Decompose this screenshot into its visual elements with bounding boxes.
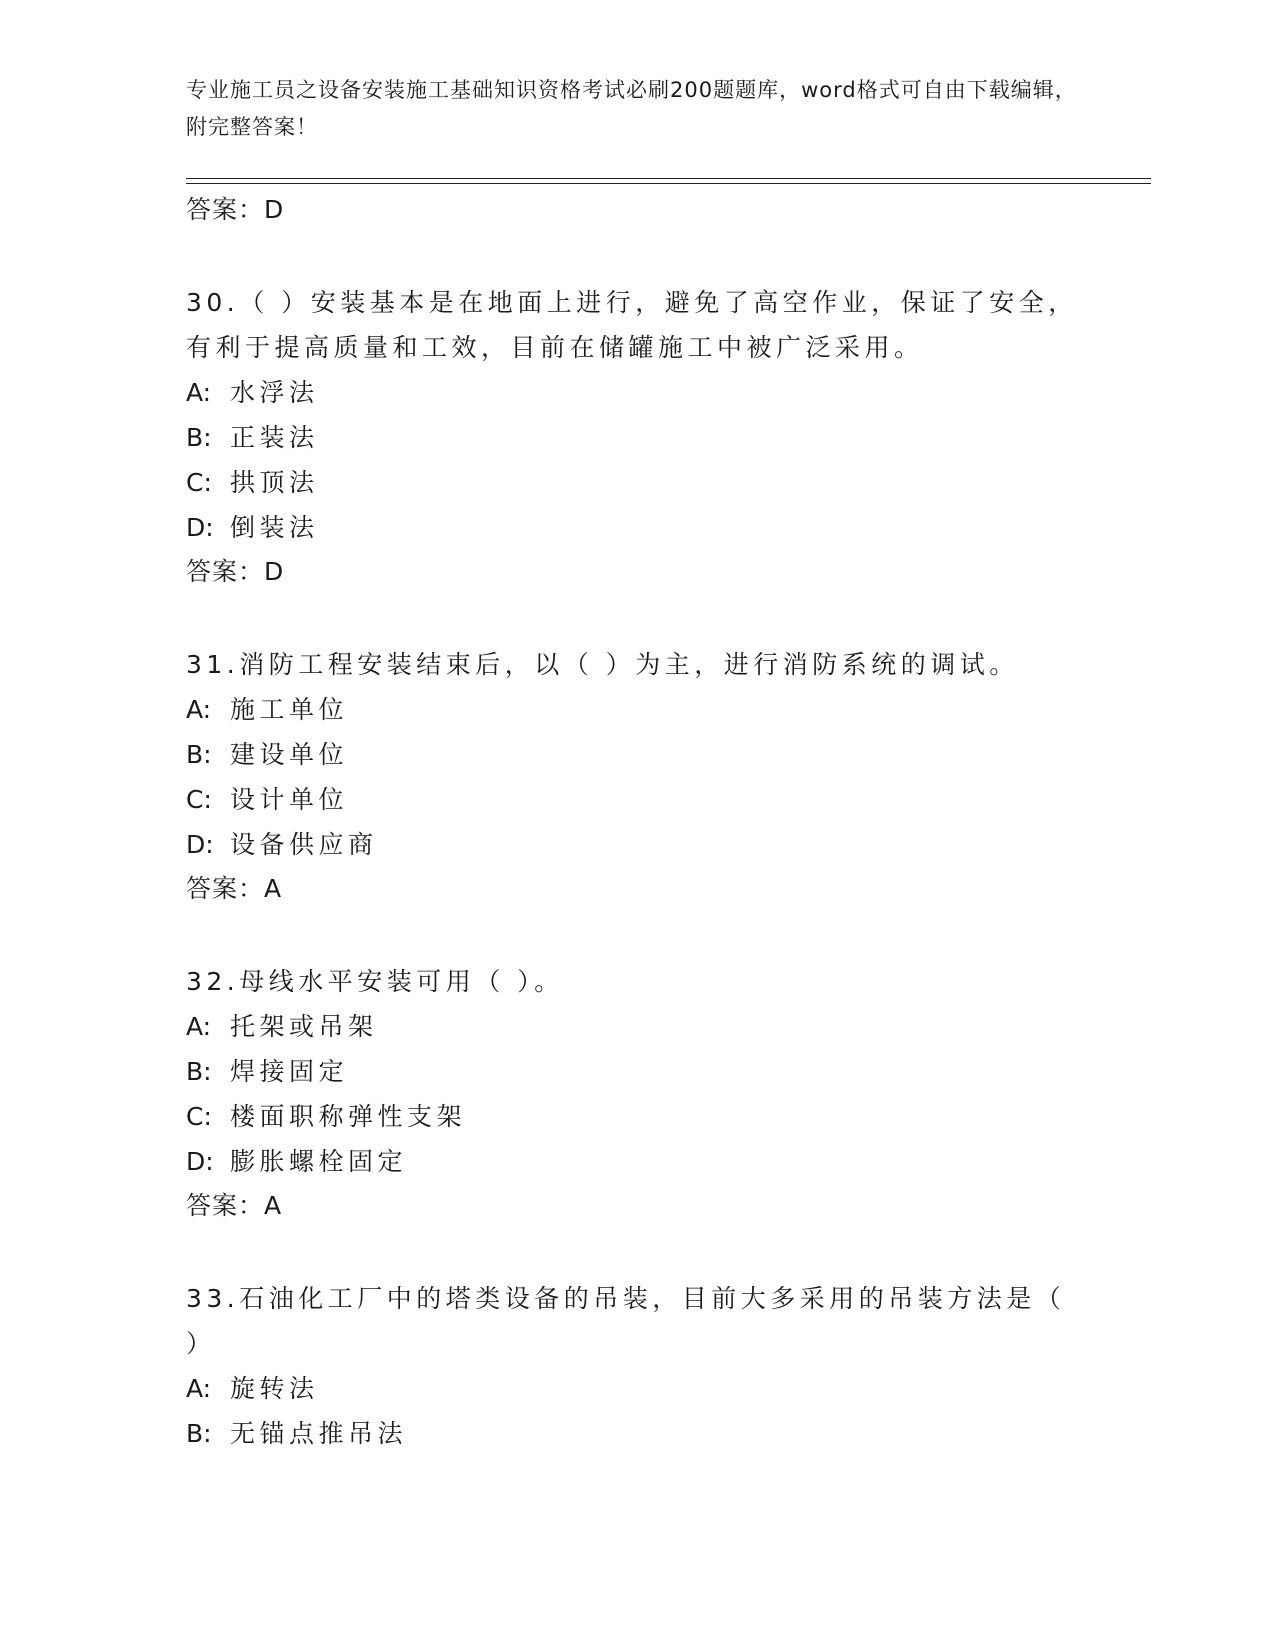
option-key: B:	[186, 423, 212, 452]
question-stem: 33.石油化工厂中的塔类设备的吊装，目前大多采用的吊装方法是（ ）	[186, 1284, 1066, 1358]
option-text: 建设单位	[230, 740, 349, 769]
option-text: 托架或吊架	[230, 1012, 378, 1041]
option-text: 施工单位	[230, 695, 349, 724]
option-key: D:	[186, 830, 214, 859]
option-key: B:	[186, 1057, 212, 1086]
answer-line: 答案：A	[186, 874, 283, 903]
question-30	[186, 280, 1086, 594]
option-a	[186, 687, 1086, 732]
option-key: B:	[186, 740, 212, 769]
option-text: 楼面职称弹性支架	[230, 1102, 467, 1131]
option-a	[186, 1366, 1086, 1411]
option-a	[186, 370, 1086, 415]
page-header: 专业施工员之设备安装施工基础知识资格考试必刷200题题库，word格式可自由下载编辑，附完整答案！	[186, 78, 1077, 139]
question-stem: 31.消防工程安装结束后，以（ ）为主，进行消防系统的调试。	[186, 650, 1019, 679]
option-text: 焊接固定	[230, 1057, 349, 1086]
option-text: 拱顶法	[230, 468, 319, 497]
option-d	[186, 1139, 1086, 1184]
answer-line: 答案：D	[186, 195, 285, 224]
option-b	[186, 1049, 1086, 1094]
option-c	[186, 460, 1086, 505]
question-31	[186, 642, 1086, 911]
option-key: B:	[186, 1419, 212, 1448]
option-a	[186, 1004, 1086, 1049]
question-32	[186, 959, 1086, 1228]
option-b	[186, 415, 1086, 460]
option-text: 水浮法	[230, 378, 319, 407]
option-text: 设计单位	[230, 785, 349, 814]
answer-line: 答案：A	[186, 1191, 283, 1220]
option-key: A:	[186, 378, 212, 407]
question-33	[186, 1276, 1086, 1456]
answer-line: 答案：D	[186, 557, 285, 586]
option-key: D:	[186, 513, 214, 542]
option-key: A:	[186, 1374, 212, 1403]
option-text: 无锚点推吊法	[230, 1419, 408, 1448]
option-c	[186, 777, 1086, 822]
question-list	[186, 188, 1086, 1456]
option-text: 旋转法	[230, 1374, 319, 1403]
option-text: 膨胀螺栓固定	[230, 1147, 408, 1176]
option-key: D:	[186, 1147, 214, 1176]
option-key: C:	[186, 468, 212, 497]
option-c	[186, 1094, 1086, 1139]
option-text: 倒装法	[230, 513, 319, 542]
question-stem: 30.（ ）安装基本是在地面上进行，避免了高空作业，保证了安全，有利于提高质量和工效，目前在储罐施工中被广泛采用。	[186, 288, 1078, 362]
option-d	[186, 505, 1086, 550]
option-b	[186, 1411, 1086, 1456]
option-key: C:	[186, 785, 212, 814]
option-key: C:	[186, 1102, 212, 1131]
question-stem: 32.母线水平安装可用（ ）。	[186, 967, 564, 996]
option-key: A:	[186, 695, 212, 724]
option-b	[186, 732, 1086, 777]
option-text: 正装法	[230, 423, 319, 452]
option-key: A:	[186, 1012, 212, 1041]
option-d	[186, 822, 1086, 867]
option-text: 设备供应商	[230, 830, 378, 859]
header-divider-secondary	[186, 183, 1151, 184]
header-divider	[186, 178, 1151, 179]
